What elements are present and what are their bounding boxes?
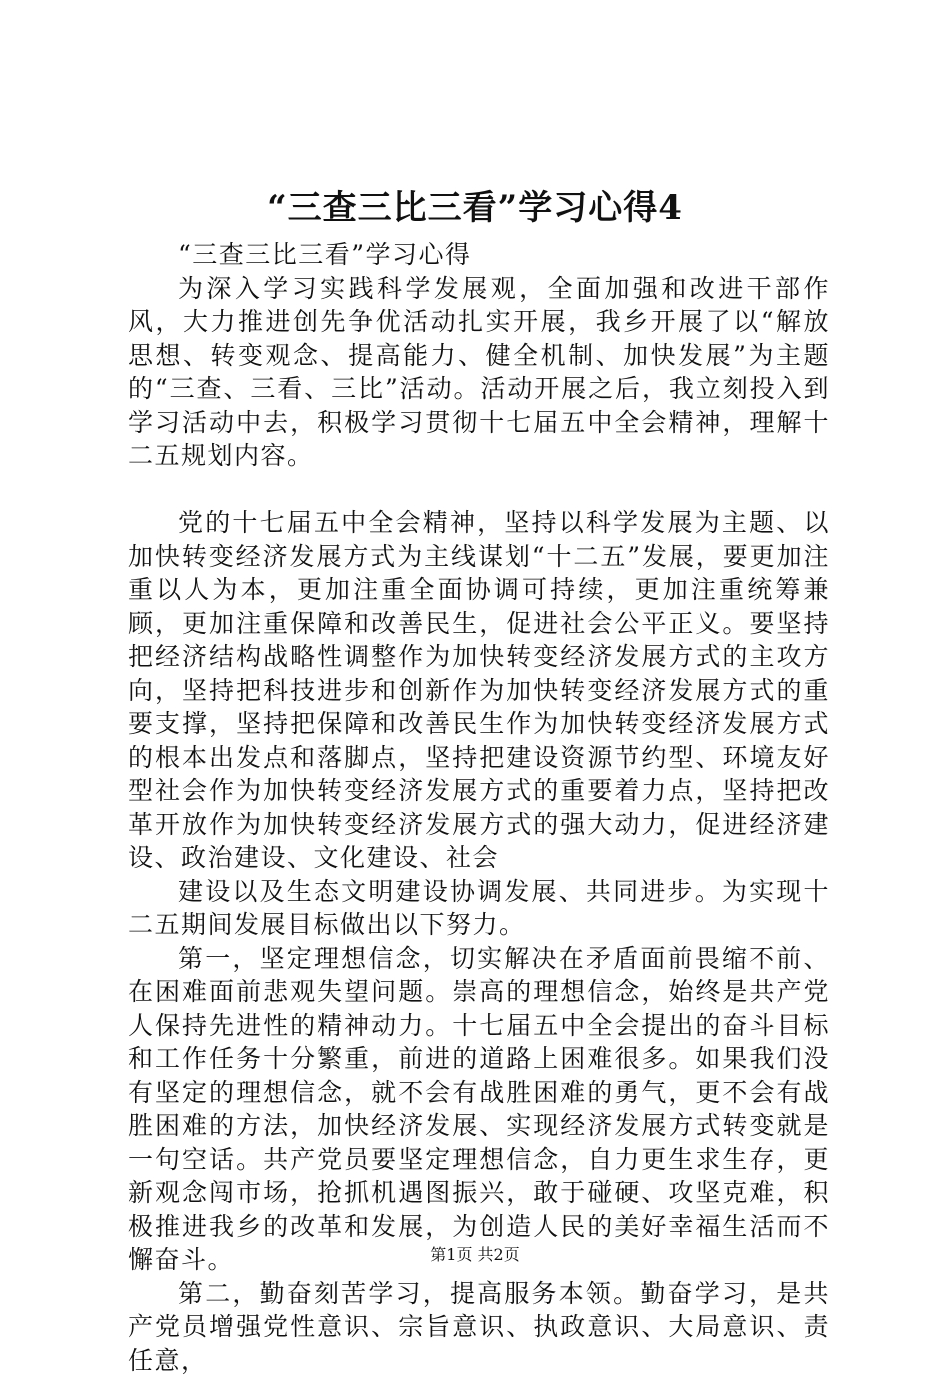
document-title: “三查三比三看”学习心得4 (0, 183, 950, 233)
paragraph-2: 党的十七届五中全会精神，坚持以科学发展为主题、以加快转变经济发展方式为主线谋划“十二五”发展，要更加注重以人为本，更加注重全面协调可持续，更加注重统筹兼顾，更加注重保障和改善民生，促进社会公平正义。要坚持把经济结构战略性调整作为加快转变经济发展方式的主攻方向，坚持把科技进步和创新作为加快转变经济发展方式的重要支撑，坚持把保障和改善民生作为加快转变经济发展方式的根本出发点和落脚点，坚持把建设资源节约型、环境友好型社会作为加快转变经济发展方式的重要着力点，坚持把改革开放作为加快转变经济发展方式的强大动力，促进经济建设、政治建设、文化建设、社会 (128, 506, 830, 875)
page-number-footer: 第1页 共2页 (0, 1244, 950, 1266)
paragraph-gap (128, 473, 830, 507)
paragraph-3: 建设以及生态文明建设协调发展、共同进步。为实现十二五期间发展目标做出以下努力。 (128, 875, 830, 942)
paragraph-1: 为深入学习实践科学发展观，全面加强和改进干部作风，大力推进创先争优活动扎实开展，我乡开展了以“解放思想、转变观念、提高能力、健全机制、加快发展”为主题的“三查、三看、三比”活动。活动开展之后，我立刻投入到学习活动中去，积极学习贯彻十七届五中全会精神，理解十二五规划内容。 (128, 272, 830, 473)
document-subtitle: “三查三比三看”学习心得 (128, 238, 830, 272)
paragraph-4: 第一，坚定理想信念，切实解决在矛盾面前畏缩不前、在困难面前悲观失望问题。崇高的理想信念，始终是共产党人保持先进性的精神动力。十七届五中全会提出的奋斗目标和工作任务十分繁重，前进的道路上困难很多。如果我们没有坚定的理想信念，就不会有战胜困难的勇气，更不会有战胜困难的方法，加快经济发展、实现经济发展方式转变就是一句空话。共产党员要坚定理想信念，自力更生求生存，更新观念闯市场，抢抓机遇图振兴，敢于碰硬、攻坚克难，积极推进我乡的改革和发展，为创造人民的美好幸福生活而不懈奋斗。 (128, 942, 830, 1277)
paragraph-5: 第二，勤奋刻苦学习，提高服务本领。勤奋学习，是共产党员增强党性意识、宗旨意识、执政意识、大局意识、责任意， (128, 1277, 830, 1377)
document-body (128, 238, 830, 1377)
